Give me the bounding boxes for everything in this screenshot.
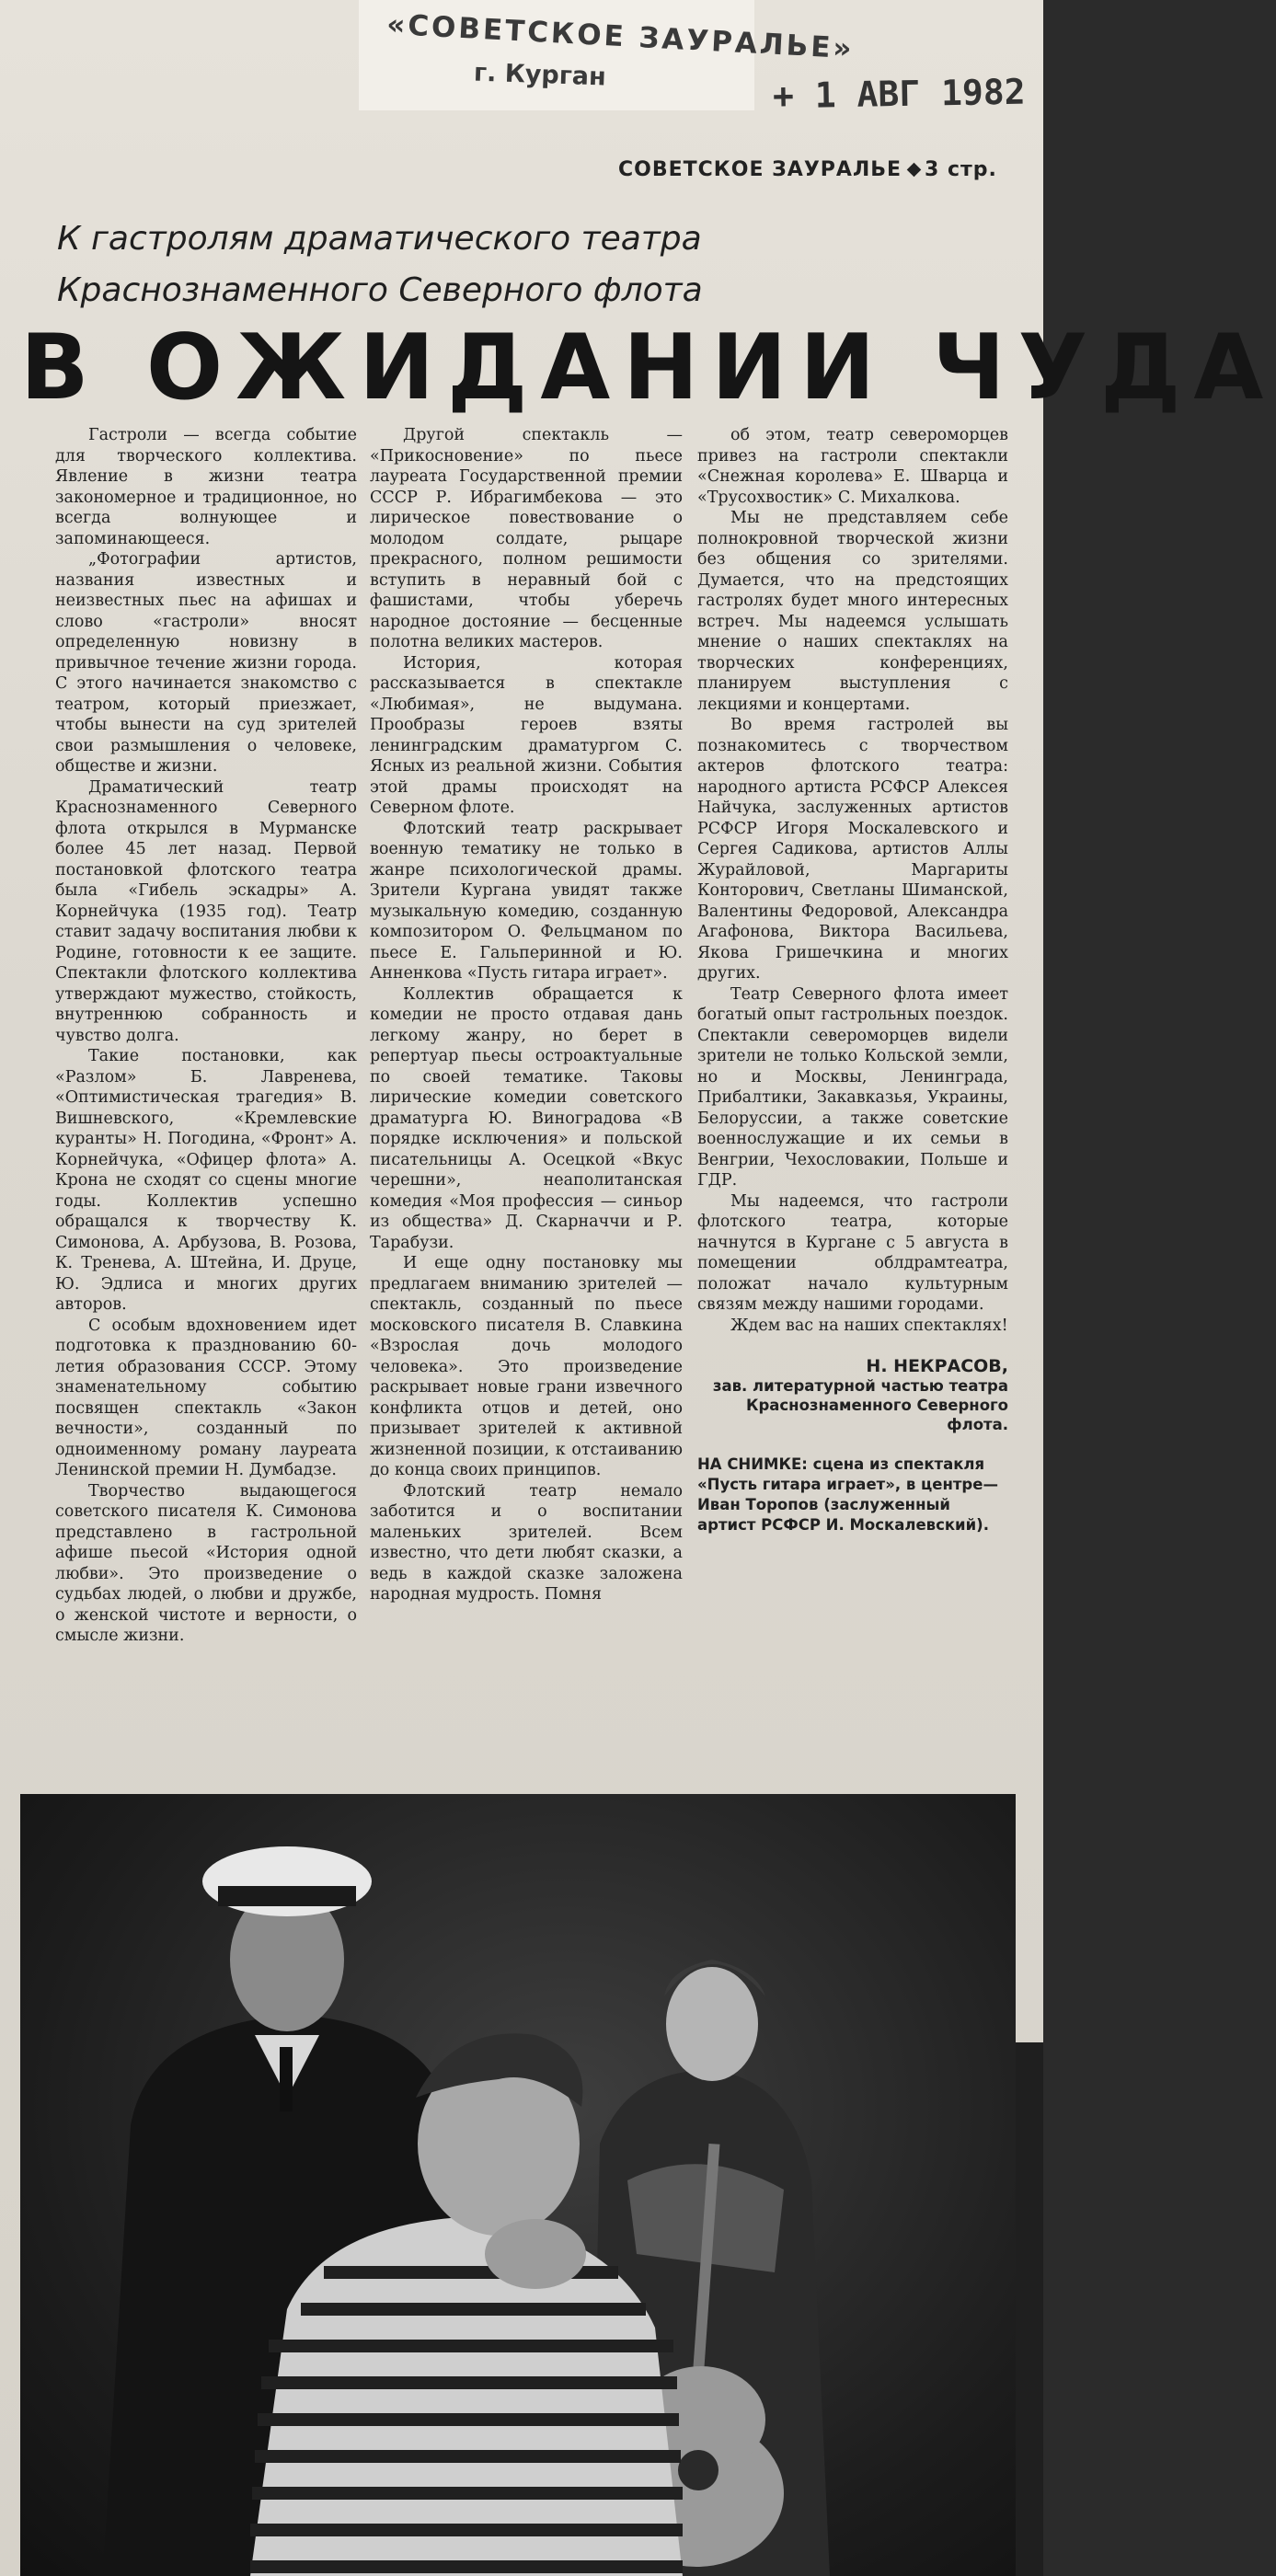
article-kicker [57,213,775,316]
stamp-date: + 1 АВГ 1982 [772,71,1026,117]
author-position: зав. литературной частью театра Краснознаменного Северного флота. [712,1377,1008,1433]
paragraph: Ждем вас на наших спектаклях! [730,1316,1008,1335]
diamond-icon [907,162,922,177]
paragraph: Творчество выдающегося советского писателя К. Симонова представлено в гастрольной афише пьесой «История одной любви». Это произведение о судьбах людей, о любви и дружбе, о женской чистоте и верности, о смысле жизни. [55,1481,357,1645]
paragraph: Другой спектакль — «Прикосновение» по пьесе лауреата Государственной премии СССР Р. Ибрагимбекова — это лирическое повествование о молодом солдате, рыцаре прекрасного, полном решимости вступить в неравный бой с фашистами, чтобы уберечь народное достояние — бесценные полотна великих мастеров. [370,426,683,651]
paragraph: История, которая рассказывается в спектакле «Любимая», не выдумана. Прообразы героев взяты ленинградским драматургом С. Ясных из реальной жизни. События этой драмы происходят на Северном флоте. [370,653,683,817]
paragraph: Драматический театр Краснознаменного Северного флота открылся в Мурманске более 45 лет назад. Первой постановкой флотского театра была «Гибель эскадры» А. Корнейчука (1935 год). Театр ставит задачу воспитания любви к Родине, готовности к ее защите. Спектакли флотского коллектива утверждают мужество, стойкость, внутреннюю собранность и чувство долга. [55,777,357,1045]
paragraph: Гастроли — всегда событие для творческого коллектива. Явление в жизни театра закономерное и традиционное, но всегда волнующее и запоминающееся. [55,426,357,548]
paragraph: Мы не представляем себе полнокровной творческой жизни без общения со зрителями. Думается, что на предстоящих гастролях будет много интересных встреч. Мы надеемся услышать мнение о наших спектаклях на творческих конференциях, планируем выступления с лекциями и концертами. [697,509,1008,714]
paragraph: Коллектив обращается к комедии не просто отдавая дань легкому жанру, но берет в репертуар пьесы остроактуальные по своей тематике. Таковы лирические комедии советского драматурга Ю. Виноградова «В порядке исключения» и польской писательницы А. Осецкой «Вкус черешни», неаполитанская комедия «Моя профессия — синьор из общества» Д. Скарначчи и Р. Тарабузи. [370,984,683,1252]
paragraph: Флотский театр раскрывает военную тематику не только в жанре психологической драмы. Зрители Кургана увидят также музыкальную комедию, созданную композитором О. Фельцманом по пьесе Е. Гальперинной и Ю. Аннeнкова «Пусть гитара играет». [370,819,683,983]
stamp-city: г. Курган [473,58,607,92]
paragraph: об этом, театр североморцев привез на гастроли спектакли «Снежная королева» Е. Шварца и «Трусохвостик» С. Михалкова. [697,426,1008,507]
scan-edge [1016,2042,1043,2576]
stage-photo-illustration [20,1794,1016,2576]
running-head-paper: СОВЕТСКОЕ ЗАУРАЛЬЕ [618,158,902,181]
running-head-page: 3 стр. [925,158,997,181]
article-column-1 [55,425,357,1647]
paragraph: „Фотографии артистов, названия известных и неизвестных пьес на афишах и слово «гастроли» вносят определенную новизну в привычное течение жизни города. С этого начинается знакомство с театром, который приезжает, чтобы вынести на суд зрителей свои размышления о человеке, обществе и жизни. [55,550,357,776]
stamp-newspaper-name: «СОВЕТСКОЕ ЗАУРАЛЬЕ» [385,7,856,66]
photo-caption: НА СНИМКЕ: сцена из спектакля «Пусть гитара играет», в центре— Иван Торопов (заслуженный артист РСФСР И. Москалевский). [697,1455,998,1534]
paragraph: С особым вдохновением идет подготовка к празднованию 60-летия образования СССР. Этому знаменательному событию посвящен спектакль «Закон вечности», созданный по одноименному роману лауреата Ленинской премии Н. Думбадзе. [55,1316,357,1479]
kicker-line-1: К гастролям драматического театра [57,220,702,258]
paragraph: Мы надеемся, что гастроли флотского театра, которые начнутся в Кургане с 5 августа в помещении облдрамтеатра, положат начало культурным связям между нашими городами. [697,1191,1008,1314]
paragraph: Флотский театр немало заботится и о воспитании маленьких зрителей. Всем известно, что дети любят сказки, а ведь в каждой сказке заложена народная мудрость. Помня [370,1481,683,1604]
kicker-line-2: Краснознаменного Северного флота [57,271,703,309]
paragraph: И еще одну постановку мы предлагаем вниманию зрителей — спектакль, созданный по пьесе московского писателя В. Славкина «Взрослая дочь молодого человека». Это произведение раскрывает новые грани извечного конфликта отцов и детей, оно призывает зрителей к активной жизненной позиции, к отстаиванию до конца своих принципов. [370,1254,683,1479]
article-column-2 [370,425,683,1605]
article-headline: В ОЖИДАНИИ ЧУДА [20,316,1276,420]
paragraph: Театр Северного флота имеет богатый опыт гастрольных поездок. Спектакли североморцев видели зрители не только Кольской земли, но и Москвы, Ленинграда, Прибалтики, Закавказья, Украины, Белоруссии, а также советские военнослужащие и их семьи в Венгрии, Чехословакии, Польше и ГДР. [697,984,1008,1190]
running-head [618,158,997,181]
author-signature: Н. НЕКРАСОВ, [866,1356,1008,1376]
paragraph: Такие постановки, как «Разлом» Б. Лавренева, «Оптимистическая трагедия» В. Вишневского, «Кремлевские куранты» Н. Погодина, «Фронт» А. Корнейчука, «Офицер флота» А. Крона не сходят со сцены многие годы. Коллектив успешно обращался к творчеству К. Симонова, А. Арбузова, В. Розова, К. Тренева, А. Штейна, И. Друце, Ю. Эдлиса и многих других авторов. [55,1047,357,1314]
article-column-3 [697,425,1008,1535]
stage-photo [20,1794,1016,2576]
paragraph: Во время гастролей вы познакомитесь с творчеством актеров флотского театра: народного артиста РСФСР Алексея Найчука, заслуженных артистов РСФСР Игоря Москалевского и Сергея Садикова, артистов Аллы Журайловой, Маргариты Конторович, Светланы Шиманской, Валентины Федоровой, Александра Агафонова, Виктора Васильева, Якова Гришечкина и многих других. [697,716,1008,983]
